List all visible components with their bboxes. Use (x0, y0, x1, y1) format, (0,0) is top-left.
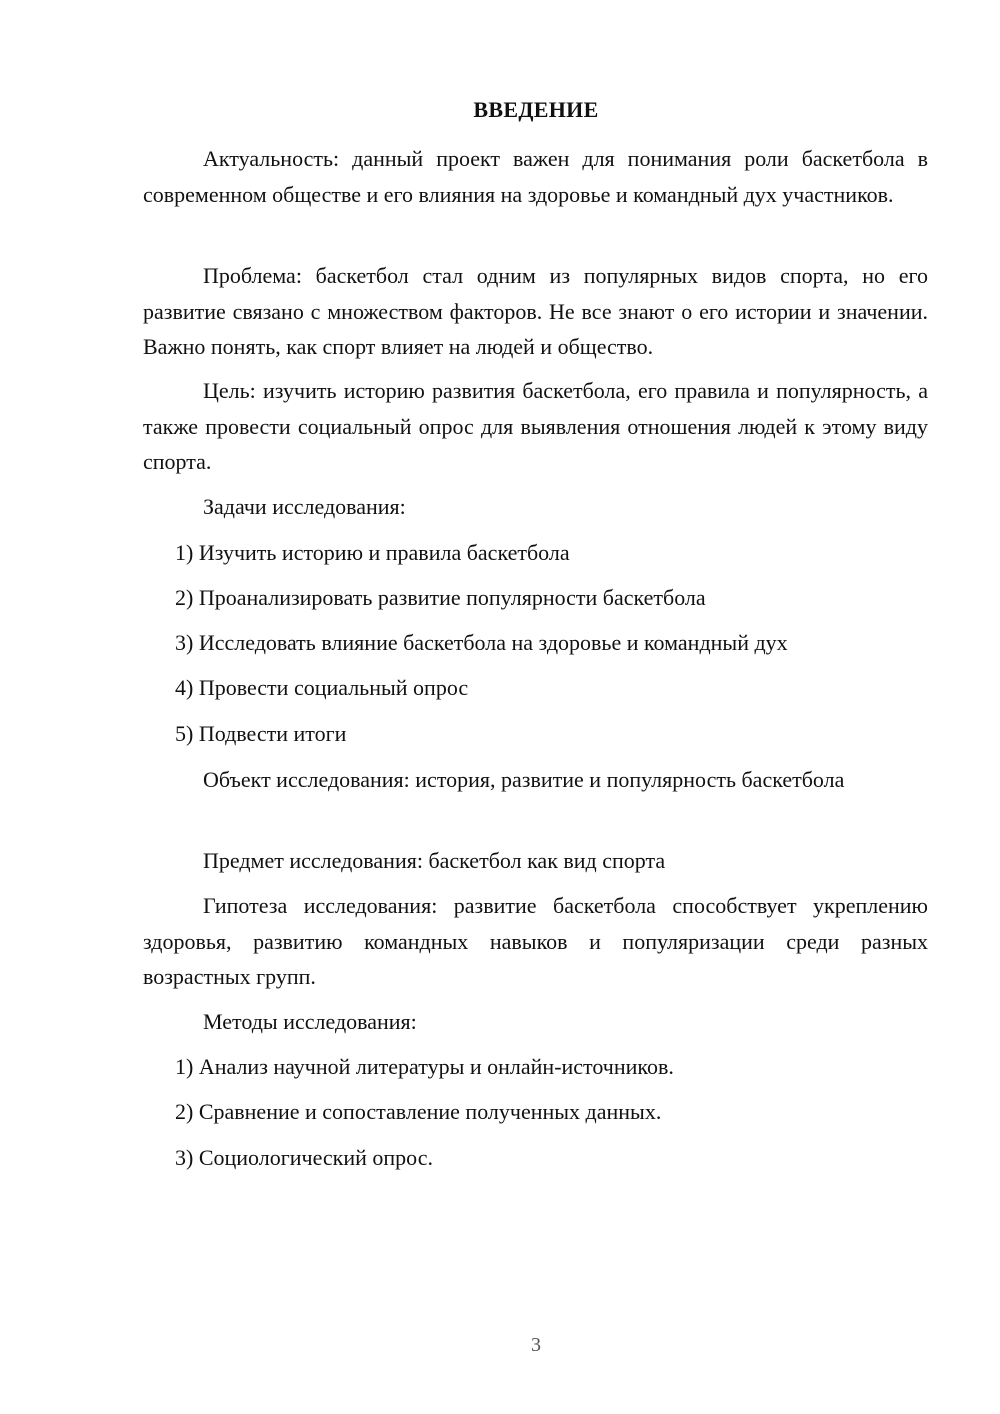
hypothesis-paragraph: Гипотеза исследования: развитие баскетбола способствует укреплению здоровья, развитию командных навыков и популяризации среди разных возрастных групп. (143, 893, 928, 989)
task-item: 3) Исследовать влияние баскетбола на здоровье и командный дух (175, 630, 788, 655)
tasks-heading: Задачи исследования: (203, 494, 406, 519)
method-item: 3) Социологический опрос. (175, 1145, 433, 1170)
task-item: 4) Провести социальный опрос (175, 675, 469, 700)
relevance-paragraph: Актуальность: данный проект важен для понимания роли баскетбола в современном обществе и его влияния на здоровье и командный дух участников. (143, 146, 928, 207)
methods-heading: Методы исследования: (203, 1009, 417, 1034)
method-item: 2) Сравнение и сопоставление полученных данных. (175, 1099, 662, 1124)
object-paragraph: Объект исследования: история, развитие и популярность баскетбола (203, 767, 845, 792)
subject-paragraph: Предмет исследования: баскетбол как вид спорта (203, 848, 666, 873)
task-item: 1) Изучить историю и правила баскетбола (175, 540, 570, 565)
task-item: 2) Проанализировать развитие популярности баскетбола (175, 585, 706, 610)
task-item: 5) Подвести итоги (175, 721, 347, 746)
method-item: 1) Анализ научной литературы и онлайн-источников. (175, 1054, 674, 1079)
goal-paragraph: Цель: изучить историю развития баскетбола, его правила и популярность, а также провести социальный опрос для выявления отношения людей к этому виду спорта. (143, 378, 928, 474)
problem-paragraph: Проблема: баскетбол стал одним из популярных видов спорта, но его развитие связано с множеством факторов. Не все знают о его истории и значении. Важно понять, как спорт влияет на людей и общество. (143, 263, 928, 359)
page-title: ВВЕДЕНИЕ (473, 97, 599, 122)
page-number: 3 (531, 1334, 541, 1356)
